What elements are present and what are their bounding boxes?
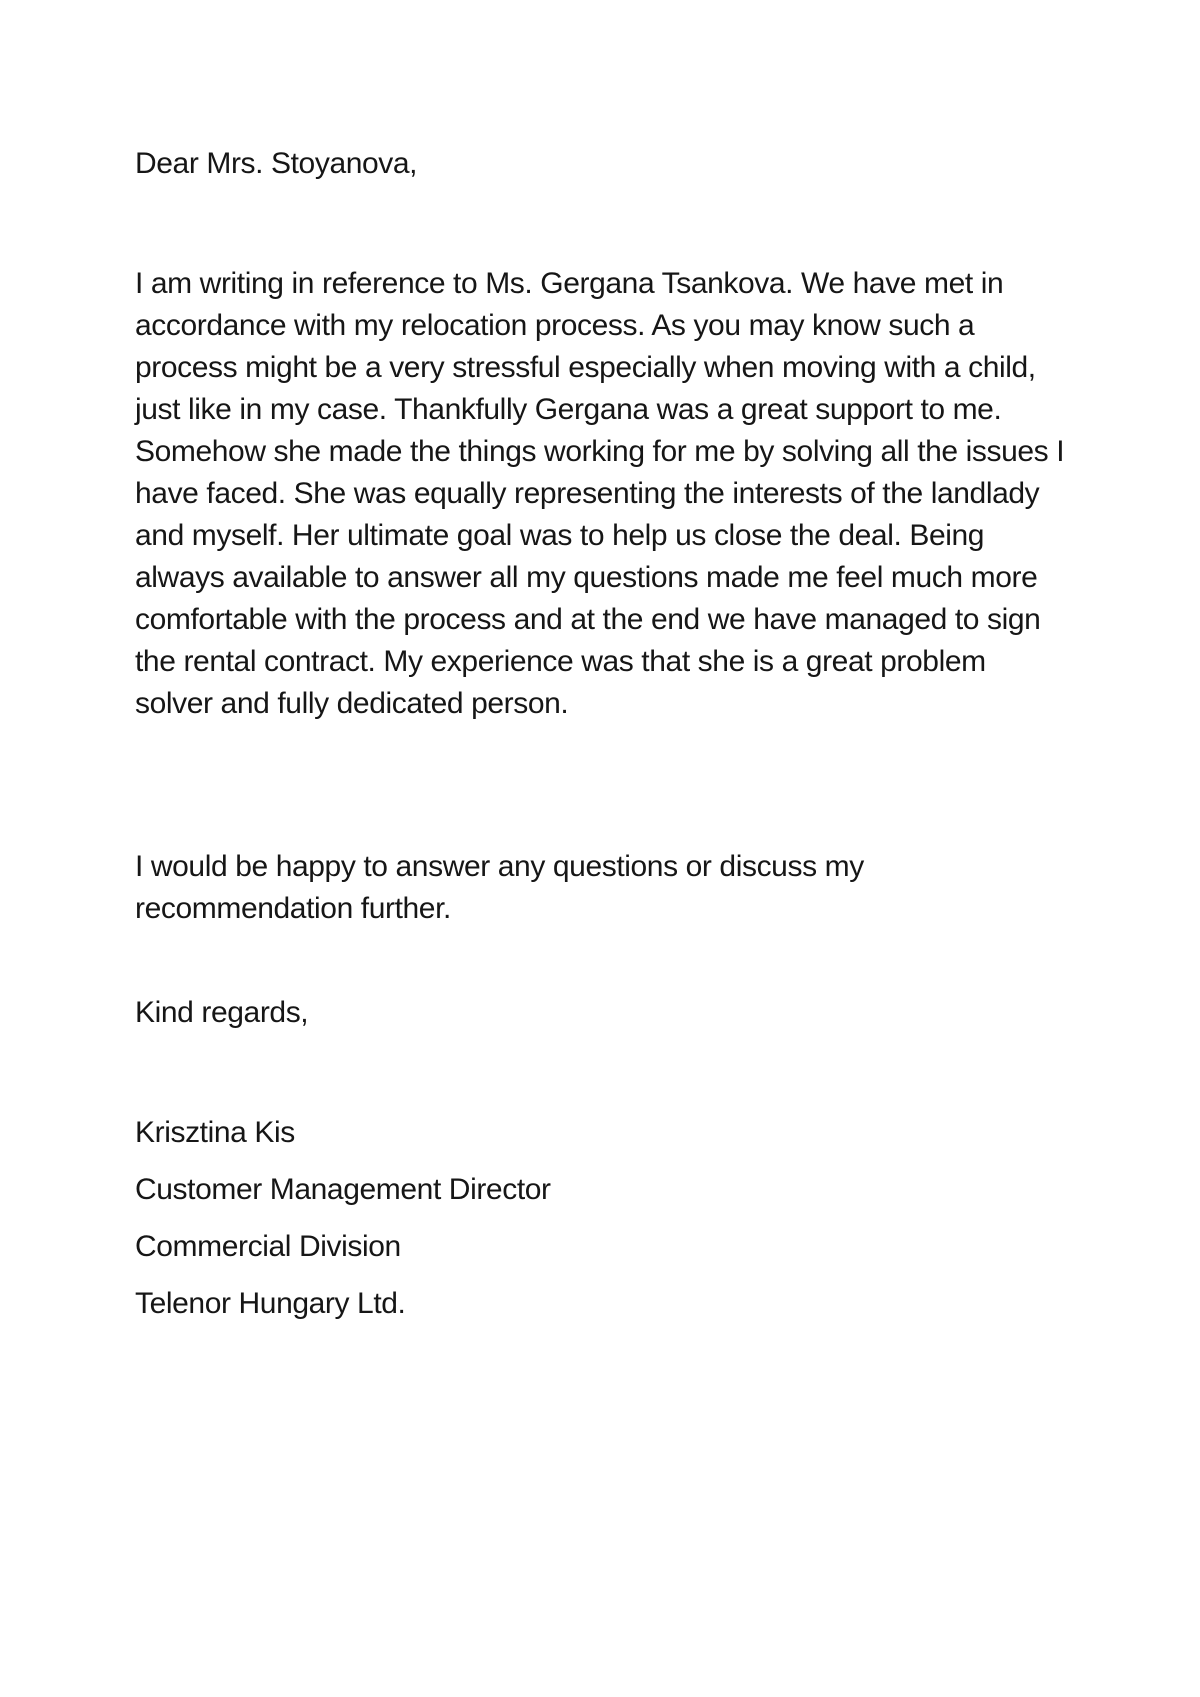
letter-body — [135, 143, 1070, 1325]
signature-title: Customer Management Director — [135, 1173, 551, 1206]
body-paragraph-1: I am writing in reference to Ms. Gergana Tsankova. We have met in accordance with my relocation process. As you may know such a process might be a very stressful especially when moving with a child, just like in my case. Thankfully Gergana was a great support to me. Somehow she made the things working for me by solving all the issues I have faced. She was equally representing the interests of the landlady and myself. Her ultimate goal was to help us close the deal. Being always available to answer all my questions made me feel much more comfortable with the process and at the end we have managed to sign the rental contract. My experience was that she is a great problem solver and fully dedicated person. — [135, 267, 1065, 720]
closing: Kind regards, — [135, 996, 309, 1029]
signature-name: Krisztina Kis — [135, 1116, 295, 1149]
signature-division: Commercial Division — [135, 1230, 401, 1263]
signature-company: Telenor Hungary Ltd. — [135, 1287, 406, 1320]
salutation: Dear Mrs. Stoyanova, — [135, 147, 418, 180]
body-paragraph-2: I would be happy to answer any questions or discuss my recommendation further. — [135, 850, 864, 925]
